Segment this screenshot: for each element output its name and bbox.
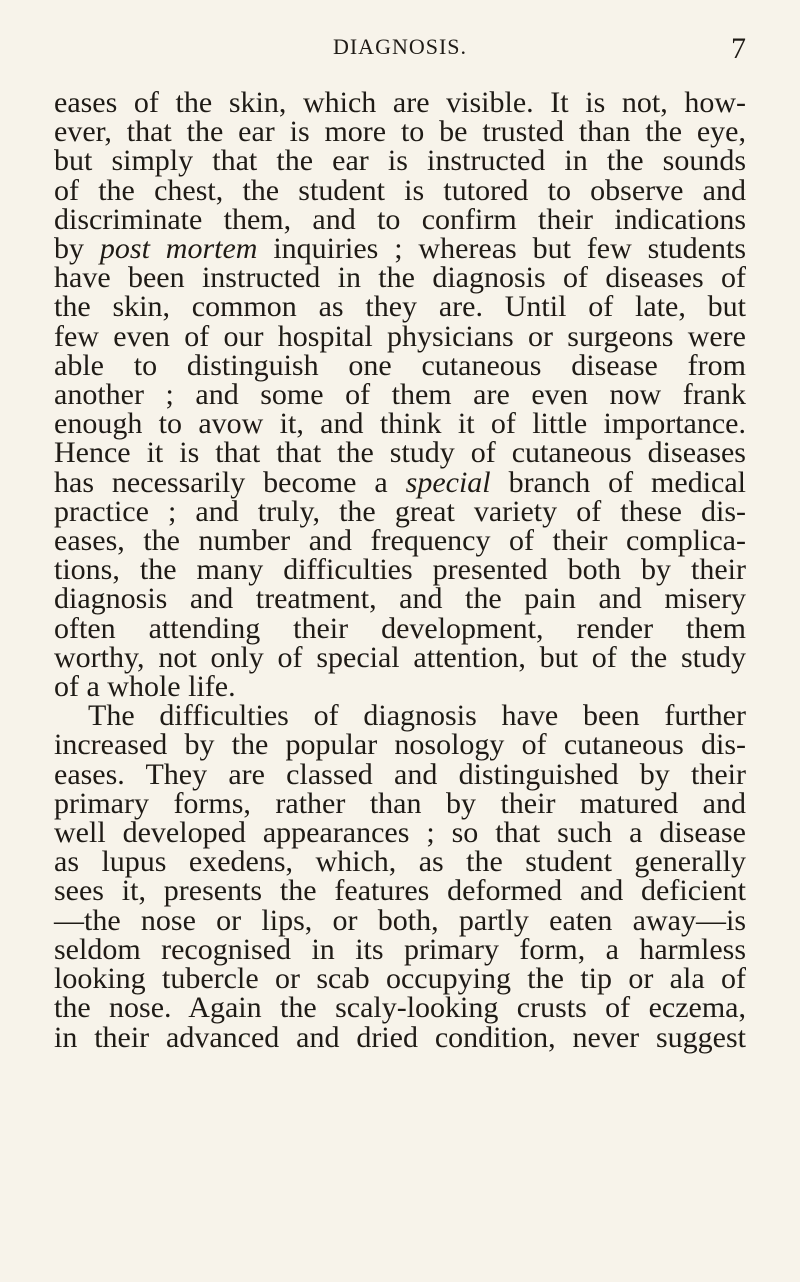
text-run: inquiries ; whereas but few students: [257, 232, 746, 266]
text-line: [54, 232, 746, 266]
text-line: another ; and some of them are even now frank: [54, 378, 746, 412]
text-line: eases of the skin, which are visible. It is not, how-: [54, 86, 746, 119]
running-head: [54, 34, 746, 70]
text-line: [54, 465, 747, 499]
text-line: tions, the many difficulties presented both by their: [54, 553, 746, 587]
text-line: Hence it is that that the study of cutaneous diseases: [54, 436, 746, 470]
text-line: discriminate them, and to confirm their indications: [54, 202, 746, 236]
body-text: [54, 88, 746, 1052]
text-line: looking tubercle or scab occupying the tip or ala of: [54, 962, 746, 996]
text-line: The difficulties of diagnosis have been further: [88, 699, 746, 733]
text-line: sees it, presents the features deformed and deficient: [54, 874, 746, 908]
text-line: seldom recognised in its primary form, a harmless: [54, 932, 746, 966]
italic-phrase: special: [405, 465, 491, 499]
text-line: the skin, common as they are. Until of late, but: [54, 290, 746, 324]
text-line: of the chest, the student is tutored to observe and: [54, 173, 746, 207]
text-line: have been instructed in the diagnosis of diseases of: [54, 261, 746, 295]
text-line: increased by the popular nosology of cutaneous dis-: [54, 728, 746, 762]
text-run: branch of medical: [490, 465, 747, 499]
text-line: few even of our hospital physicians or surgeons were: [54, 319, 746, 353]
text-run: by: [54, 232, 100, 266]
paragraph-2: [54, 699, 746, 1054]
page-number: 7: [731, 32, 746, 65]
text-line: practice ; and truly, the great variety of these dis-: [54, 494, 746, 528]
paragraph-1: [54, 86, 747, 704]
text-line: the nose. Again the scaly-looking crusts of eczema,: [54, 991, 746, 1025]
text-line: diagnosis and treatment, and the pain and misery: [54, 582, 746, 616]
text-line: well developed appearances ; so that such a disease: [54, 816, 746, 850]
text-line: eases. They are classed and distinguished by their: [54, 757, 746, 791]
text-line: primary forms, rather than by their matured and: [54, 786, 746, 820]
text-line: as lupus exedens, which, as the student generally: [54, 845, 746, 879]
text-line: enough to avow it, and think it of little importance.: [54, 407, 746, 441]
text-line: able to distinguish one cutaneous disease from: [54, 348, 746, 382]
text-line: but simply that the ear is instructed in the sounds: [54, 144, 746, 178]
text-line: —the nose or lips, or both, partly eaten away—is: [54, 903, 746, 937]
text-line: eases, the number and frequency of their complica-: [54, 524, 746, 558]
text-run: has necessarily become a: [54, 465, 406, 499]
text-line: of a whole life.: [54, 670, 236, 704]
italic-phrase: post mortem: [99, 232, 258, 266]
running-title: DIAGNOSIS.: [332, 34, 468, 59]
text-line: often attending their development, render them: [54, 611, 746, 645]
text-line: ever, that the ear is more to be trusted than the eye,: [54, 115, 746, 149]
text-line: in their advanced and dried condition, never suggest: [54, 1020, 746, 1054]
text-line: worthy, not only of special attention, but of the study: [54, 640, 746, 674]
